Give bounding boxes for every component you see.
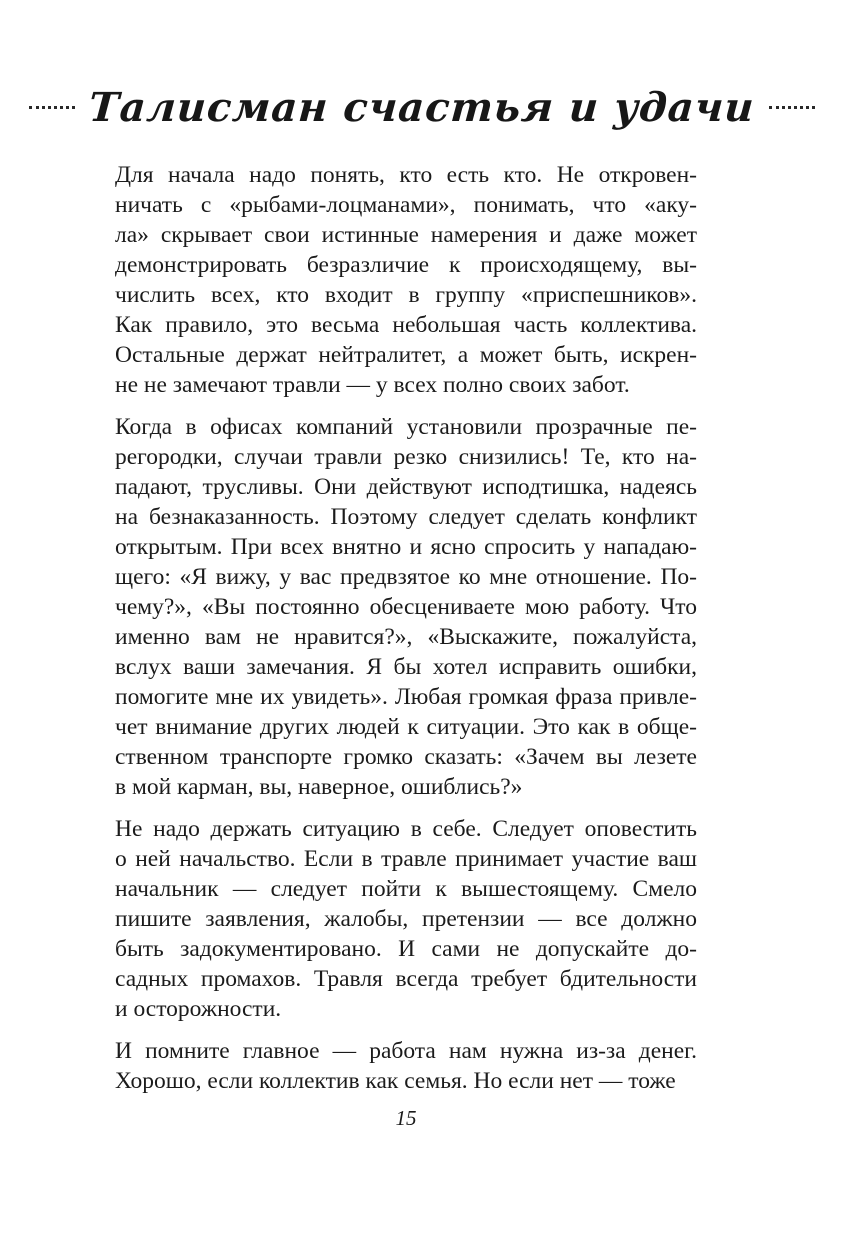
text-line: вслух ваши замечания. Я бы хотел исправить ошибки, bbox=[115, 654, 697, 680]
paragraph bbox=[115, 160, 697, 400]
left-dotted-ornament bbox=[29, 106, 75, 109]
text-line: на безнаказанность. Поэтому следует сделать конфликт bbox=[115, 504, 697, 530]
text-line: регородки, случаи травли резко снизились! Те, кто на- bbox=[115, 444, 697, 470]
text-line: пишите заявления, жалобы, претензии — все должно bbox=[115, 906, 697, 932]
body-text bbox=[115, 160, 697, 1108]
text-line: ственном транспорте громко сказать: «Зачем вы лезете bbox=[115, 744, 697, 770]
text-line: Когда в офисах компаний установили прозрачные пе- bbox=[115, 414, 697, 440]
text-line: начальник — следует пойти к вышестоящему. Смело bbox=[115, 876, 697, 902]
paragraph bbox=[115, 412, 697, 802]
text-line: быть задокументировано. И сами не допускайте до- bbox=[115, 936, 697, 962]
text-line: ничать с «рыбами-лоцманами», понимать, что «аку- bbox=[115, 192, 697, 218]
text-line: чему?», «Вы постоянно обесцениваете мою работу. Что bbox=[115, 594, 697, 620]
text-line: и осторожности. bbox=[115, 996, 282, 1022]
text-line: И помните главное — работа нам нужна из-за денег. bbox=[115, 1038, 697, 1064]
chapter-title: Талисман счастья и удачи bbox=[87, 83, 757, 131]
text-line: падают, трусливы. Они действуют исподтишка, надеясь bbox=[115, 474, 697, 500]
text-line: открытым. При всех внятно и ясно спросить у нападаю- bbox=[115, 534, 697, 560]
text-line: именно вам не нравится?», «Выскажите, пожалуйста, bbox=[115, 624, 697, 650]
text-line: числить всех, кто входит в группу «приспешников». bbox=[115, 282, 697, 308]
text-line: щего: «Я вижу, у вас предвзятое ко мне отношение. По- bbox=[115, 564, 697, 590]
text-line: не не замечают травли — у всех полно своих забот. bbox=[115, 372, 630, 398]
text-line: помогите мне их увидеть». Любая громкая фраза привле- bbox=[115, 684, 697, 710]
paragraph bbox=[115, 1036, 697, 1096]
text-line: в мой карман, вы, наверное, ошиблись?» bbox=[115, 774, 523, 800]
right-dotted-ornament bbox=[769, 106, 815, 109]
text-line: садных промахов. Травля всегда требует бдительности bbox=[115, 966, 697, 992]
text-line: чет внимание других людей к ситуации. Это как в обще- bbox=[115, 714, 697, 740]
text-line: ла» скрывает свои истинные намерения и даже может bbox=[115, 222, 697, 248]
text-line: Для начала надо понять, кто есть кто. Не откровен- bbox=[115, 162, 697, 188]
text-line: демонстрировать безразличие к происходящему, вы- bbox=[115, 252, 697, 278]
text-line: Как правило, это весьма небольшая часть коллектива. bbox=[115, 312, 697, 338]
text-line: Хорошо, если коллектив как семья. Но если нет — тоже bbox=[115, 1068, 676, 1094]
text-line: Не надо держать ситуацию в себе. Следует оповестить bbox=[115, 816, 697, 842]
text-line: о ней начальство. Если в травле принимает участие ваш bbox=[115, 846, 697, 872]
page-number: 15 bbox=[395, 1106, 417, 1130]
text-line: Остальные держат нейтралитет, а может быть, искрен- bbox=[115, 342, 697, 368]
paragraph bbox=[115, 814, 697, 1024]
page-footer bbox=[115, 1106, 697, 1131]
chapter-header bbox=[0, 72, 844, 142]
